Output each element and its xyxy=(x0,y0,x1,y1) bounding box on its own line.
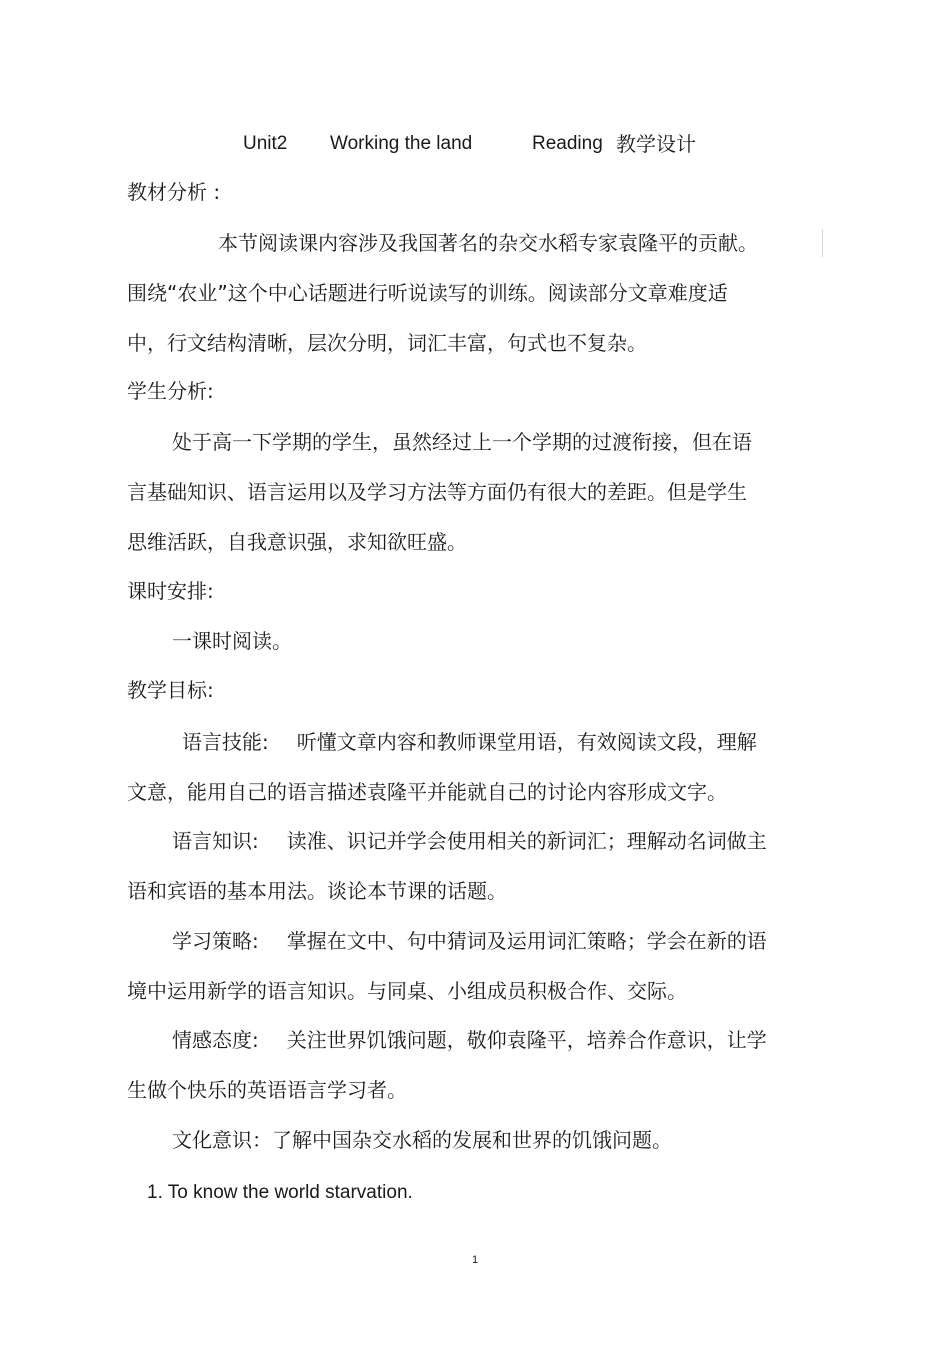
student-analysis-line-2: 言基础知识、语言运用以及学习方法等方面仍有很大的差距。但是学生 xyxy=(127,480,747,504)
objective-strategy-text: 掌握在文中、句中猜词及运用词汇策略；学会在新的语 xyxy=(286,929,767,953)
objective-attitude-line-1 xyxy=(172,1027,767,1053)
objective-attitude-line-2: 生做个快乐的英语语言学习者。 xyxy=(127,1078,407,1102)
material-analysis-line-3: 中，行文结构清晰，层次分明，词汇丰富，句式也不复杂。 xyxy=(127,331,647,355)
objective-strategy-label: 学习策略: xyxy=(172,929,259,953)
objective-knowledge-line-1 xyxy=(172,828,767,854)
student-analysis-line-3: 思维活跃，自我意识强，求知欲旺盛。 xyxy=(127,530,467,554)
objective-skills-label: 语言技能: xyxy=(182,730,269,754)
objectives-heading: 教学目标: xyxy=(127,678,214,702)
objective-skills-text: 听懂文章内容和教师课堂用语，有效阅读文段，理解 xyxy=(296,730,757,754)
objective-knowledge-line-2: 语和宾语的基本用法。谈论本节课的话题。 xyxy=(127,879,507,903)
margin-mark xyxy=(822,229,823,257)
schedule-heading: 课时安排: xyxy=(127,579,214,603)
title-topic: Working the land xyxy=(330,133,473,154)
schedule-text: 一课时阅读。 xyxy=(172,629,292,653)
objective-strategy-line-2: 境中运用新学的语言知识。与同桌、小组成员积极合作、交际。 xyxy=(127,979,687,1003)
objective-strategy-line-1 xyxy=(172,928,767,954)
material-analysis-line-2: 围绕“农业”这个中心话题进行听说读写的训练。阅读部分文章难度适 xyxy=(127,281,728,305)
objective-attitude-label: 情感态度: xyxy=(172,1028,259,1052)
title-suffix: 教学设计 xyxy=(616,132,696,156)
objective-knowledge-text: 读准、识记并学会使用相关的新词汇；理解动名词做主 xyxy=(286,829,767,853)
material-analysis-line-1: 本节阅读课内容涉及我国著名的杂交水稻专家袁隆平的贡献。 xyxy=(218,231,758,255)
title-unit: Unit2 xyxy=(243,133,288,154)
objective-knowledge-label: 语言知识: xyxy=(172,829,259,853)
list-item-1: 1. To know the world starvation. xyxy=(147,1182,413,1203)
objective-skills-line-2: 文意，能用自己的语言描述袁隆平并能就自己的讨论内容形成文字。 xyxy=(127,780,727,804)
objective-attitude-text: 关注世界饥饿问题，敬仰袁隆平，培养合作意识，让学 xyxy=(286,1028,767,1052)
student-analysis-heading: 学生分析: xyxy=(127,379,214,403)
material-analysis-heading: 教材分析 : xyxy=(127,180,221,204)
document-title xyxy=(0,129,950,159)
title-section: Reading xyxy=(532,133,603,154)
objective-culture-line: 文化意识：了解中国杂交水稻的发展和世界的饥饿问题。 xyxy=(172,1128,672,1152)
student-analysis-line-1: 处于高一下学期的学生，虽然经过上一个学期的过渡衔接，但在语 xyxy=(172,430,752,454)
page-number: 1 xyxy=(471,1254,479,1266)
objective-skills-line-1 xyxy=(182,729,757,755)
